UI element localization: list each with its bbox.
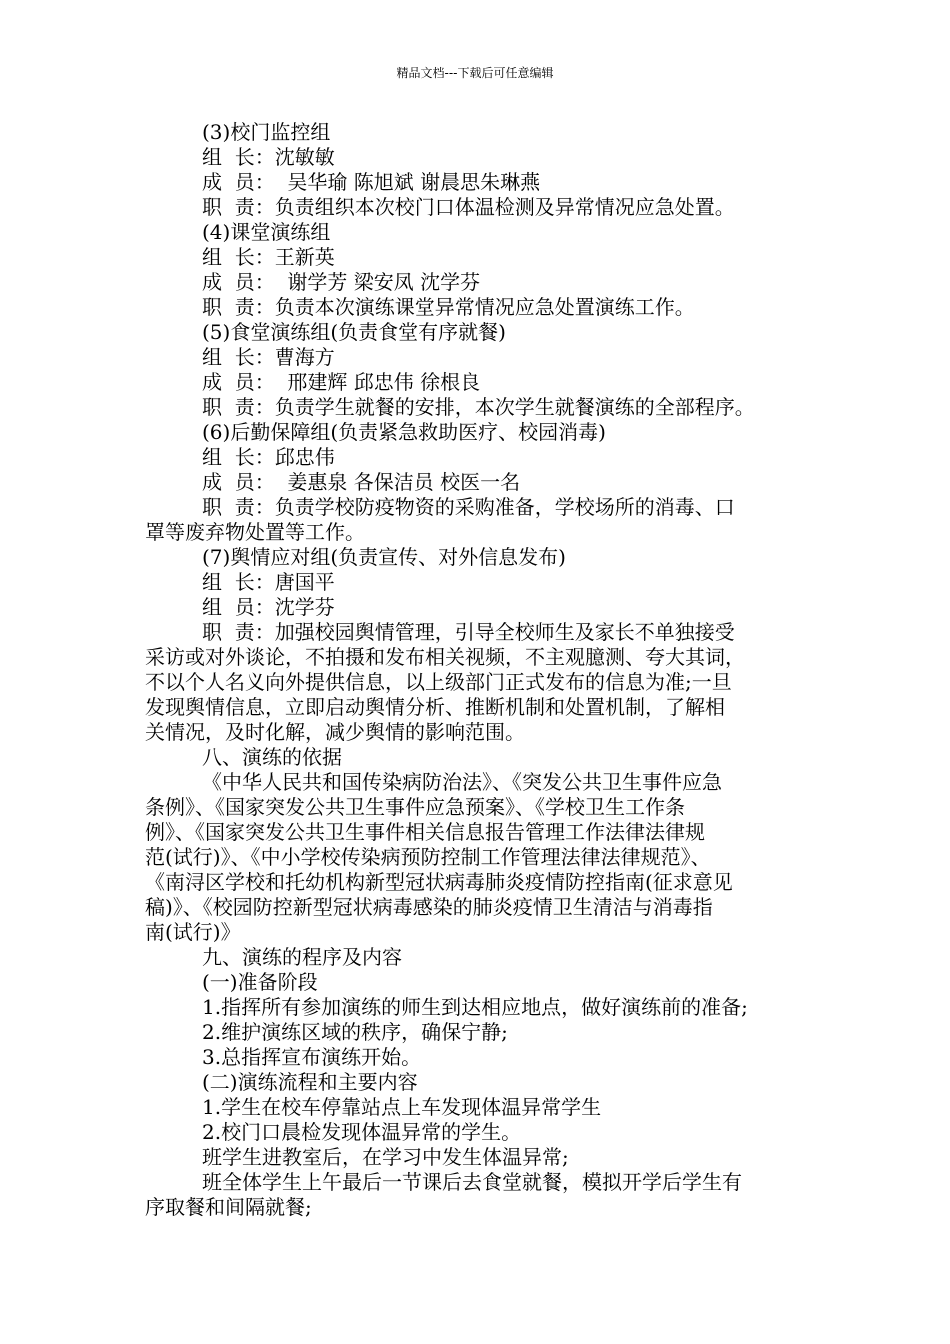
page-header: 精品文档---下载后可任意编辑 <box>396 66 554 80</box>
text-line: 班全体学生上午最后一节课后去食堂就餐，模拟开学后学生有 <box>202 1170 742 1194</box>
text-line: 1.学生在校车停靠站点上车发现体温异常学生 <box>202 1095 602 1119</box>
text-line: 3.总指挥宣布演练开始。 <box>202 1045 422 1069</box>
text-line: 九、演练的程序及内容 <box>202 945 402 969</box>
text-line: 职 责：负责组织本次校门口体温检测及异常情况应急处置。 <box>202 195 735 219</box>
text-line: 条例》、《国家突发公共卫生事件应急预案》、《学校卫生工作条 <box>145 795 685 819</box>
text-line: 八、演练的依据 <box>202 745 342 769</box>
text-line: 2.维护演练区域的秩序，确保宁静; <box>202 1020 508 1044</box>
text-line: 职 责：加强校园舆情管理，引导全校师生及家长不单独接受 <box>202 620 735 644</box>
text-line: 组 长：王新英 <box>202 245 335 269</box>
text-line: 成 员： 姜惠泉 各保洁员 校医一名 <box>202 470 521 494</box>
text-line: 职 责：负责本次演练课堂异常情况应急处置演练工作。 <box>202 295 695 319</box>
text-line: 序取餐和间隔就餐; <box>145 1195 312 1219</box>
text-line: 班学生进教室后，在学习中发生体温异常; <box>202 1145 569 1169</box>
text-line: 组 长：唐国平 <box>202 570 335 594</box>
text-line: 《中华人民共和国传染病防治法》、《突发公共卫生事件应急 <box>202 770 722 794</box>
text-line: 成 员： 邢建辉 邱忠伟 徐根良 <box>202 370 481 394</box>
text-line: (7)舆情应对组(负责宣传、对外信息发布) <box>202 545 566 569</box>
text-line: 稿)》、《校园防控新型冠状病毒感染的肺炎疫情卫生清洁与消毒指 <box>145 895 713 919</box>
text-line: (5)食堂演练组(负责食堂有序就餐) <box>202 320 506 344</box>
text-line: 南(试行)》 <box>145 920 241 944</box>
text-line: 1.指挥所有参加演练的师生到达相应地点，做好演练前的准备; <box>202 995 748 1019</box>
text-line: (一)准备阶段 <box>202 970 318 994</box>
text-line: 关情况，及时化解，减少舆情的影响范围。 <box>145 720 525 744</box>
text-line: 《南浔区学校和托幼机构新型冠状病毒肺炎疫情防控指南(征求意见 <box>145 870 733 894</box>
text-line: 组 长：邱忠伟 <box>202 445 335 469</box>
text-line: 职 责：负责学校防疫物资的采购准备，学校场所的消毒、口 <box>202 495 735 519</box>
text-line: 不以个人名义向外提供信息，以上级部门正式发布的信息为准;一旦 <box>145 670 732 694</box>
text-line: 组 长：沈敏敏 <box>202 145 335 169</box>
text-line: 范(试行)》、《中小学校传染病预防控制工作管理法律法律规范》、 <box>145 845 711 869</box>
text-line: 发现舆情信息，立即启动舆情分析、推断机制和处置机制，了解相 <box>145 695 725 719</box>
text-line: 职 责：负责学生就餐的安排，本次学生就餐演练的全部程序。 <box>202 395 755 419</box>
text-line: (4)课堂演练组 <box>202 220 331 244</box>
text-line: (二)演练流程和主要内容 <box>202 1070 418 1094</box>
text-line: (3)校门监控组 <box>202 120 331 144</box>
text-line: 罩等废弃物处置等工作。 <box>145 520 365 544</box>
text-line: 组 员：沈学芬 <box>202 595 335 619</box>
text-line: 2.校门口晨检发现体温异常的学生。 <box>202 1120 522 1144</box>
text-line: 组 长：曹海方 <box>202 345 335 369</box>
text-line: 例》、《国家突发公共卫生事件相关信息报告管理工作法律法律规 <box>145 820 705 844</box>
text-line: 成 员： 吴华瑜 陈旭斌 谢晨思朱琳燕 <box>202 170 541 194</box>
text-line: (6)后勤保障组(负责紧急救助医疗、校园消毒) <box>202 420 606 444</box>
document-body <box>145 120 820 1220</box>
text-line: 成 员： 谢学芳 梁安凤 沈学芬 <box>202 270 481 294</box>
text-line: 采访或对外谈论，不拍摄和发布相关视频，不主观臆测、夸大其词， <box>145 645 745 669</box>
